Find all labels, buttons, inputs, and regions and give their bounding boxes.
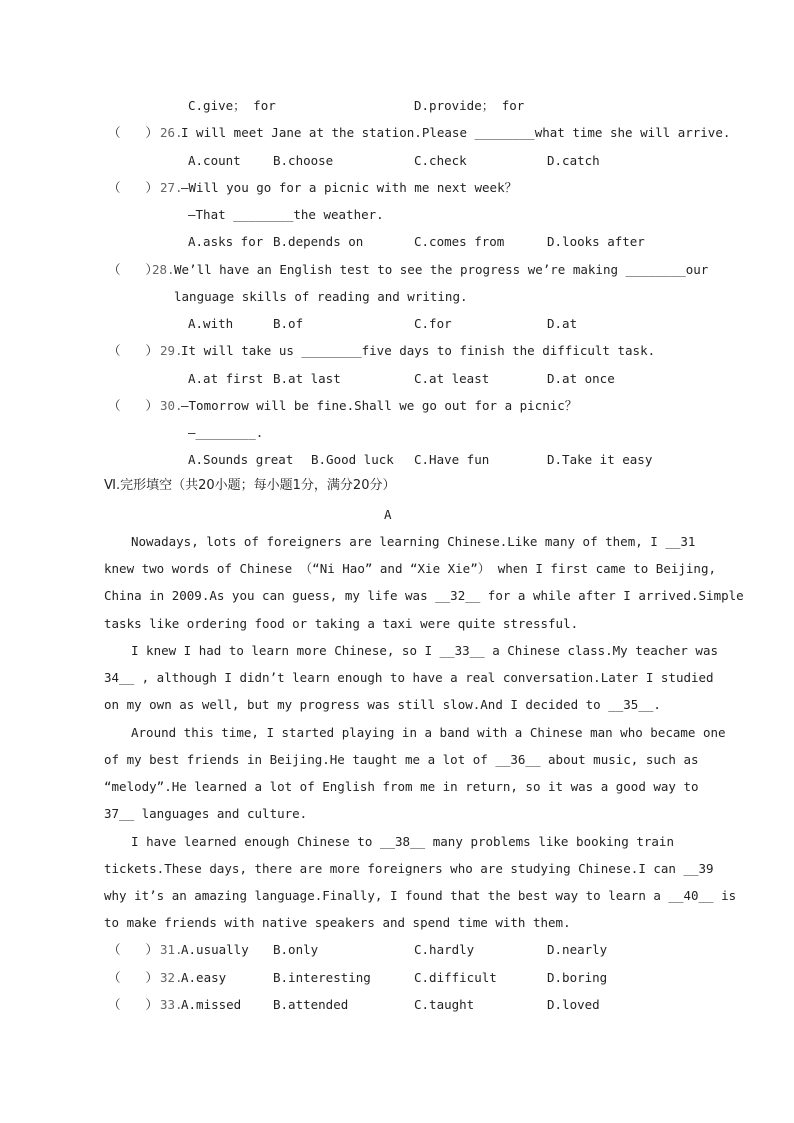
option-b: B.depends on	[273, 234, 364, 249]
option-c: C.taught	[414, 997, 475, 1012]
passage-line: to make friends with native speakers and spend time with them.	[104, 915, 571, 930]
passage-line: on my own as well, but my progress was still slow.And I decided to __35__.	[104, 697, 661, 712]
option-b: B.of	[273, 316, 304, 331]
option-d: D.Take it easy	[547, 452, 653, 467]
option-c: C.comes from	[414, 234, 505, 249]
option-d: D.at once	[547, 371, 615, 386]
passage-line: of my best friends in Beijing.He taught me a lot of __36__ about music, such as	[104, 752, 699, 767]
option-b: B.at last	[273, 371, 341, 386]
passage-label: A	[384, 507, 392, 522]
question-stem: We’ll have an English test to see the progress we’re making ________our	[174, 262, 709, 277]
passage-line: I knew I had to learn more Chinese, so I __33__ a Chinese class.My teacher was	[131, 643, 718, 658]
option-a: A.asks for	[188, 234, 264, 249]
option-a: A.easy	[181, 970, 227, 985]
option-d: D.catch	[547, 153, 600, 168]
passage-line: knew two words of Chinese （“Ni Hao” and “Xie Xie”） when I first came to Beijing,	[104, 561, 716, 576]
option-c: C.Have fun	[414, 452, 490, 467]
section-title: Ⅵ.完形填空（共20小题；每小题1分，满分20分）	[104, 478, 396, 493]
option-d: D.nearly	[547, 942, 608, 957]
option-b: B.only	[273, 942, 319, 957]
passage-line: 34__ , although I didn’t learn enough to have a real conversation.Later I studied	[104, 670, 714, 685]
option-d: D.boring	[547, 970, 608, 985]
question-stem: It will take us ________five days to finish the difficult task.	[181, 343, 656, 358]
passage-line: tickets.These days, there are more foreigners who are studying Chinese.I can __39	[104, 861, 714, 876]
question-stem-line2: —________.	[188, 425, 264, 440]
option-a: A.usually	[181, 942, 249, 957]
question-stem-line2: —That ________the weather.	[188, 207, 384, 222]
question-stem: —Tomorrow will be fine.Shall we go out for a picnic？	[181, 398, 578, 413]
option-d: D.at	[547, 316, 578, 331]
question-number: 30.	[160, 398, 183, 413]
passage-line: China in 2009.As you can guess, my life was __32__ for a while after I arrived.Simple	[104, 588, 744, 603]
question-number: 26.	[160, 125, 183, 140]
option-b: B.choose	[273, 153, 334, 168]
option-d: D.loved	[547, 997, 600, 1012]
passage-line: tasks like ordering food or taking a taxi were quite stressful.	[104, 616, 579, 631]
option-c: C.check	[414, 153, 467, 168]
question-number: 28.	[152, 262, 175, 277]
answer-paren[interactable]: （ ）	[108, 942, 159, 957]
option-a: A.count	[188, 153, 241, 168]
passage-line: 37__ languages and culture.	[104, 806, 308, 821]
question-number: 27.	[160, 180, 183, 195]
passage-line: Nowadays, lots of foreigners are learning Chinese.Like many of them, I __31	[131, 534, 696, 549]
question-number: 29.	[160, 343, 183, 358]
q25-option-d: D.provide； for	[414, 98, 525, 113]
question-stem: I will meet Jane at the station.Please ________what time she will arrive.	[181, 125, 731, 140]
answer-paren[interactable]: （ ）	[108, 398, 159, 413]
option-c: C.at least	[414, 371, 490, 386]
q25-option-c: C.give； for	[188, 98, 276, 113]
question-number: 33.	[160, 997, 183, 1012]
answer-paren[interactable]: （ ）	[108, 262, 159, 277]
option-b: B.attended	[273, 997, 349, 1012]
option-a: A.Sounds great	[188, 452, 294, 467]
answer-paren[interactable]: （ ）	[108, 970, 159, 985]
question-stem: —Will you go for a picnic with me next week？	[181, 180, 518, 195]
option-d: D.looks after	[547, 234, 645, 249]
answer-paren[interactable]: （ ）	[108, 997, 159, 1012]
option-c: C.hardly	[414, 942, 475, 957]
option-c: C.difficult	[414, 970, 497, 985]
passage-line: I have learned enough Chinese to __38__ many problems like booking train	[131, 834, 674, 849]
question-number: 31.	[160, 942, 183, 957]
answer-paren[interactable]: （ ）	[108, 125, 159, 140]
option-b: B.Good luck	[311, 452, 394, 467]
passage-line: “melody”.He learned a lot of English from me in return, so it was a good way to	[104, 779, 699, 794]
answer-paren[interactable]: （ ）	[108, 343, 159, 358]
option-b: B.interesting	[273, 970, 371, 985]
passage-line: why it’s an amazing language.Finally, I found that the best way to learn a __40__ is	[104, 888, 737, 903]
option-a: A.missed	[181, 997, 242, 1012]
passage-line: Around this time, I started playing in a band with a Chinese man who became one	[131, 725, 726, 740]
question-stem-line2: language skills of reading and writing.	[174, 289, 468, 304]
question-number: 32.	[160, 970, 183, 985]
option-a: A.at first	[188, 371, 264, 386]
option-c: C.for	[414, 316, 452, 331]
answer-paren[interactable]: （ ）	[108, 180, 159, 195]
option-a: A.with	[188, 316, 234, 331]
